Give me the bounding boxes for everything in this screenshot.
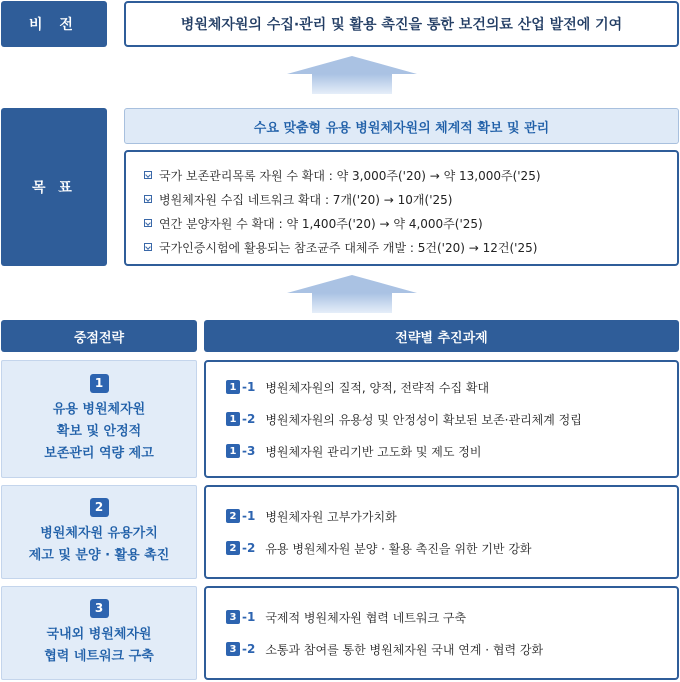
task-text: 소통과 참여를 통한 병원체자원 국내 연계 · 협력 강화 <box>265 642 544 657</box>
goal-item-text: 연간 분양자원 수 확대 : 약 1,400주('20) → 약 4,000주('25) <box>159 216 483 231</box>
tasks-header: 전략별 추진과제 <box>204 320 679 352</box>
goal-item <box>144 235 677 259</box>
task-code: 3 -1 <box>226 610 255 624</box>
task-text: 병원체자원의 유용성 및 안정성이 확보된 보존·관리체계 정립 <box>265 412 582 427</box>
checkbox-bullet-icon <box>144 243 152 251</box>
task-item <box>226 371 677 403</box>
strategy-panel-2 <box>1 485 197 579</box>
task-list-3 <box>204 586 679 680</box>
strategy-title-line: 제고 및 분양 · 활용 촉진 <box>28 547 170 563</box>
strategy-title-line: 유용 병원체자원 <box>52 401 146 417</box>
task-list-2 <box>204 485 679 579</box>
goal-item-text: 병원체자원 수집 네트워크 확대 : 7개('20) → 10개('25) <box>159 192 453 207</box>
task-text: 국제적 병원체자원 협력 네트워크 구축 <box>265 610 467 625</box>
task-item <box>226 633 677 665</box>
goal-item-text: 국가 보존관리목록 자원 수 확대 : 약 3,000주('20) → 약 13,000주('25) <box>159 168 541 183</box>
task-code: 3 -2 <box>226 642 255 656</box>
goal-title: 수요 맞춤형 유용 병원체자원의 체계적 확보 및 관리 <box>124 108 679 144</box>
task-item <box>226 403 677 435</box>
task-text: 유용 병원체자원 분양 · 활용 촉진을 위한 기반 강화 <box>265 541 532 556</box>
strategy-number-badge: 1 <box>90 374 109 393</box>
checkbox-bullet-icon <box>144 171 152 179</box>
goal-label: 목 표 <box>1 108 107 266</box>
strategy-title-line: 확보 및 안정적 <box>56 423 142 439</box>
vision-statement: 병원체자원의 수집·관리 및 활용 촉진을 통한 보건의료 산업 발전에 기여 <box>124 1 679 47</box>
up-arrow-icon <box>287 275 417 313</box>
goal-item <box>144 163 677 187</box>
strategy-title-line: 병원체자원 유용가치 <box>40 525 158 541</box>
goal-list <box>124 150 679 266</box>
vision-label: 비 전 <box>1 1 107 47</box>
task-item <box>226 500 677 532</box>
strategy-number-badge: 3 <box>90 599 109 618</box>
task-code: 2 -2 <box>226 541 255 555</box>
task-item <box>226 601 677 633</box>
strategy-panel-1 <box>1 360 197 478</box>
task-code: 2 -1 <box>226 509 255 523</box>
strategy-panel-3 <box>1 586 197 680</box>
task-code: 1 -2 <box>226 412 255 426</box>
goal-item <box>144 187 677 211</box>
task-item <box>226 435 677 467</box>
task-text: 병원체자원 고부가가치화 <box>265 509 397 524</box>
checkbox-bullet-icon <box>144 219 152 227</box>
task-code: 1 -3 <box>226 444 255 458</box>
task-text: 병원체자원의 질적, 양적, 전략적 수집 확대 <box>265 380 490 395</box>
strategy-title-line: 협력 네트워크 구축 <box>44 648 154 664</box>
goal-item <box>144 211 677 235</box>
task-item <box>226 532 677 564</box>
strategy-title-line: 보존관리 역량 제고 <box>44 445 154 461</box>
strategy-header: 중점전략 <box>1 320 197 352</box>
task-list-1 <box>204 360 679 478</box>
task-code: 1 -1 <box>226 380 255 394</box>
task-text: 병원체자원 관리기반 고도화 및 제도 정비 <box>265 444 482 459</box>
strategy-title-line: 국내외 병원체자원 <box>46 626 152 642</box>
up-arrow-icon <box>287 56 417 94</box>
goal-item-text: 국가인증시험에 활용되는 참조균주 대체주 개발 : 5건('20) → 12건('25) <box>159 240 538 255</box>
strategy-number-badge: 2 <box>90 498 109 517</box>
checkbox-bullet-icon <box>144 195 152 203</box>
